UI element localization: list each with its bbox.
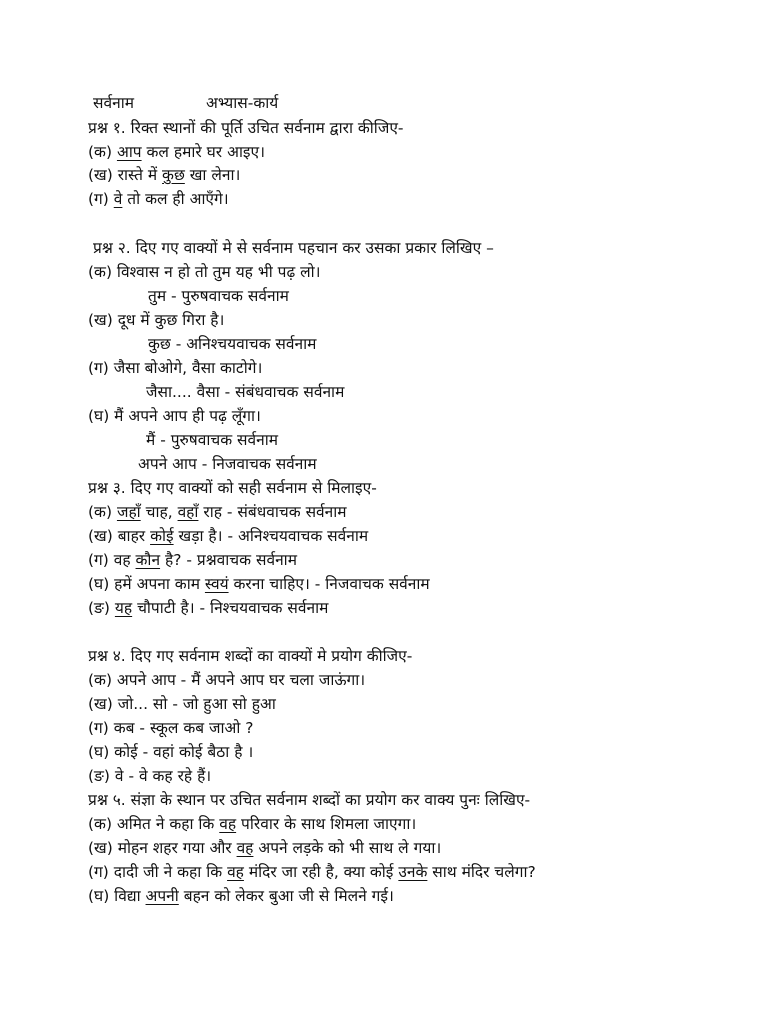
answer-word: आप [116,143,142,161]
q5-item-b: (ख) मोहन शहर गया और वह अपने लड़के को भी साथ ले गया। [88,839,442,857]
answer-word: वे [113,190,123,208]
q2-title: प्रश्न २. दिए गए वाक्यों मे से सर्वनाम पहचान कर उसका प्रकार लिखिए – [93,239,494,257]
q2-item-c: (ग) जैसा बोओगे, वैसा काटोगे। [88,359,263,377]
q3-item-d: (घ) हमें अपना काम स्वयं करना चाहिए। - निजवाचक सर्वनाम [88,575,430,593]
answer-word: वहाँ [177,503,199,521]
q2-answer-d2: अपने आप - निजवाचक सर्वनाम [138,455,317,473]
q2-answer-a: तुम - पुरुषवाचक सर्वनाम [148,287,289,305]
answer-word: जहाँ [116,503,141,521]
q5-item-c: (ग) दादी जी ने कहा कि वह मंदिर जा रही है, क्या कोई उनके साथ मंदिर चलेगा? [88,863,536,881]
answer-word: वह [219,815,237,833]
q5-title: प्रश्न ५. संज्ञा के स्थान पर उचित सर्वनाम शब्दों का प्रयोग कर वाक्य पुनः लिखिए- [88,791,531,809]
header-topic: सर्वनाम [93,94,134,112]
q3-item-b: (ख) बाहर कोई खड़ा है। - अनिश्चयवाचक सर्वनाम [88,527,369,545]
answer-word: अपनी [145,887,179,905]
answer-word: वह [236,839,254,857]
answer-word: यह [114,599,133,617]
q3-item-c: (ग) वह कौन है? - प्रश्नवाचक सर्वनाम [88,551,297,569]
q4-item-e: (ङ) वे - वे कह रहे हैं। [88,767,212,785]
q3-item-a: (क) जहाँ चाह, वहाँ राह - संबंधवाचक सर्वनाम [88,503,347,521]
answer-word: कोई [150,527,174,545]
q3-title: प्रश्न ३. दिए गए वाक्यों को सही सर्वनाम से मिलाइए- [88,479,377,497]
q4-title: प्रश्न ४. दिए गए सर्वनाम शब्दों का वाक्यों मे प्रयोग कीजिए- [88,647,413,665]
q2-answer-b: कुछ - अनिश्चयवाचक सर्वनाम [148,335,317,353]
q2-item-b: (ख) दूध में कुछ गिरा है। [88,311,225,329]
q1-item-c: (ग) वे तो कल ही आएँगे। [88,190,229,208]
q1-item-b: (ख) रास्ते में कुछ खा लेना। [88,166,241,184]
q2-answer-d1: मैं - पुरुषवाचक सर्वनाम [146,431,279,449]
q3-item-e: (ङ) यह चौपाटी है। - निश्चयवाचक सर्वनाम [88,599,329,617]
q1-title: प्रश्न १. रिक्त स्थानों की पूर्ति उचित सर्वनाम द्वारा कीजिए- [88,119,404,137]
answer-word: कौन [135,551,161,569]
answer-word: उनके [398,863,428,881]
q2-item-a: (क) विश्वास न हो तो तुम यह भी पढ़ लो। [88,263,321,281]
q1-item-a: (क) आप कल हमारे घर आइए। [88,143,265,161]
q5-item-d: (घ) विद्या अपनी बहन को लेकर बुआ जी से मिलने गई। [88,887,394,905]
answer-word: वह [227,863,244,881]
header-activity: अभ्यास-कार्य [205,94,279,112]
q4-item-c: (ग) कब - स्कूल कब जाओ ? [88,719,254,737]
answer-word: कुछ [162,166,185,184]
worksheet-header [93,92,278,114]
q4-item-a: (क) अपने आप - मैं अपने आप घर चला जाऊंगा। [88,671,366,689]
answer-word: स्वयं [204,575,229,593]
q2-item-d: (घ) मैं अपने आप ही पढ़ लूँगा। [88,407,261,425]
q4-item-d: (घ) कोई - वहां कोई बैठा है । [88,743,254,761]
q4-item-b: (ख) जो... सो - जो हुआ सो हुआ [88,695,276,713]
q5-item-a: (क) अमित ने कहा कि वह परिवार के साथ शिमला जाएगा। [88,815,417,833]
q2-answer-c: जैसा.... वैसा - संबंधवाचक सर्वनाम [146,383,345,401]
